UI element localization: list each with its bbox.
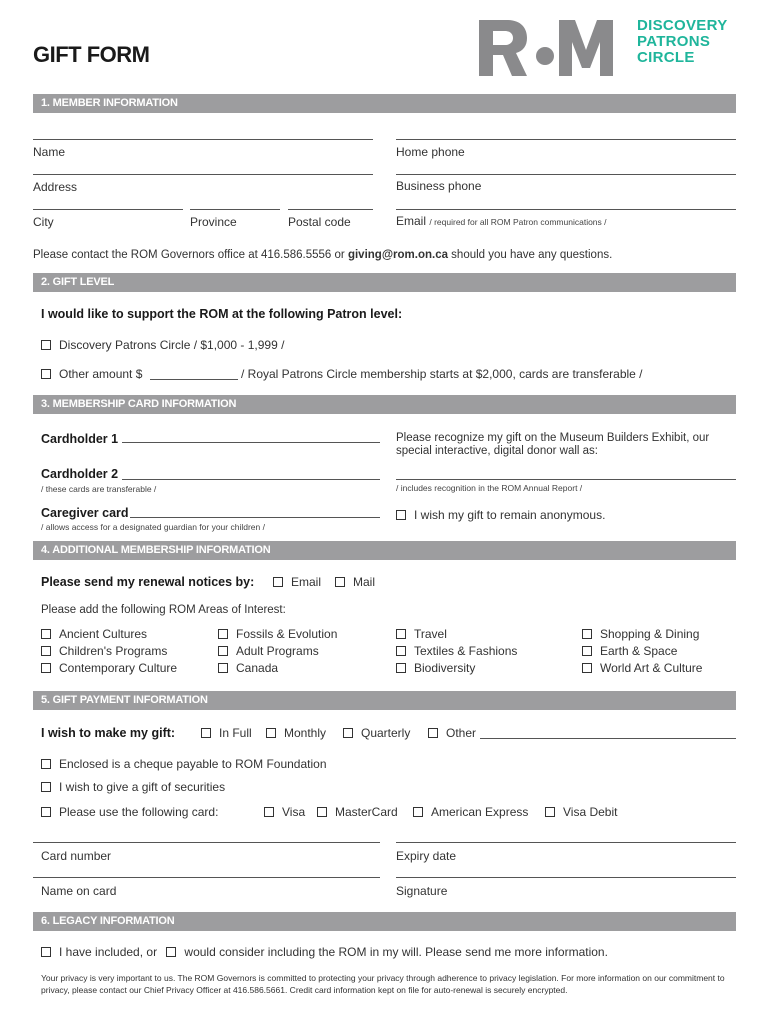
interest-item [218, 627, 337, 641]
interest-checkbox[interactable] [582, 629, 592, 639]
card-number-label: Card number [41, 849, 112, 863]
cardholder2-input-line[interactable] [122, 479, 380, 480]
business-phone-label: Business phone [396, 179, 482, 193]
postal-code-label: Postal code [288, 215, 351, 229]
interest-checkbox[interactable] [582, 646, 592, 656]
other-frequency-option [428, 726, 476, 740]
caregiver-label: Caregiver card [41, 506, 129, 520]
other-frequency-checkbox[interactable] [428, 728, 438, 738]
gift-option-other [41, 367, 142, 381]
other-frequency-label: Other [446, 726, 477, 740]
mastercard-option [317, 805, 398, 819]
cheque-checkbox[interactable] [41, 759, 51, 769]
interest-checkbox[interactable] [41, 629, 51, 639]
cardholder1-input-line[interactable] [122, 442, 380, 443]
renewal-email-option [273, 575, 321, 589]
email-note: / required for all ROM Patron communications / [429, 217, 607, 227]
anonymous-label: I wish my gift to remain anonymous. [414, 508, 606, 522]
email-label: Email [396, 214, 427, 228]
recognize-text: Please recognize my gift on the Museum Builders Exhibit, our special interactive, digital donor wall as: [396, 432, 710, 457]
cardholder2-label: Cardholder 2 [41, 467, 119, 481]
email-label-group [396, 214, 607, 228]
rom-logo-graphic [477, 18, 627, 78]
monthly-checkbox[interactable] [266, 728, 276, 738]
use-card-label: Please use the following card: [59, 805, 219, 819]
interest-item [41, 644, 167, 658]
in-full-label: In Full [219, 726, 252, 740]
interest-label: Earth & Space [600, 644, 678, 658]
home-phone-label: Home phone [396, 145, 465, 159]
monthly-option [266, 726, 326, 740]
interest-label: Children's Programs [59, 644, 168, 658]
legacy-options [41, 945, 608, 959]
section-bar-legacy: 6. LEGACY INFORMATION [33, 912, 736, 931]
make-gift-label: I wish to make my gift: [41, 726, 176, 740]
interest-label: Fossils & Evolution [236, 627, 338, 641]
address-input-line[interactable] [33, 174, 373, 175]
interest-item [582, 644, 677, 658]
interest-label: Contemporary Culture [59, 661, 178, 675]
business-phone-input-line[interactable] [396, 174, 736, 175]
other-amount-checkbox[interactable] [41, 369, 51, 379]
interest-checkbox[interactable] [218, 629, 228, 639]
interest-checkbox[interactable] [396, 646, 406, 656]
other-amount-label: Other amount $ [59, 367, 143, 381]
interest-label: Shopping & Dining [600, 627, 700, 641]
renewal-mail-label: Mail [353, 575, 376, 589]
mastercard-checkbox[interactable] [317, 807, 327, 817]
interest-item [218, 644, 319, 658]
securities-label: I wish to give a gift of securities [59, 780, 226, 794]
renewal-email-checkbox[interactable] [273, 577, 283, 587]
contact-note [33, 249, 612, 261]
page-title: GIFT FORM [33, 42, 150, 67]
privacy-footer: Your privacy is very important to us. The ROM Governors is committed to protecting your privacy through adherence to privacy legislation. For more information on our commitment to privacy, please contact our Chief Privacy Officer at 416.586.5661. Credit card information kept on file for auto-renewal is securely encrypted. [41, 973, 725, 995]
mastercard-label: MasterCard [335, 805, 398, 819]
address-label: Address [33, 180, 78, 194]
interest-checkbox[interactable] [582, 663, 592, 673]
postal-code-input-line[interactable] [288, 209, 373, 210]
expiry-label: Expiry date [396, 849, 457, 863]
renewal-label: Please send my renewal notices by: [41, 575, 255, 589]
interest-item [396, 661, 475, 675]
visa-debit-option [545, 805, 617, 819]
anonymous-option [396, 508, 605, 522]
discovery-checkbox[interactable] [41, 340, 51, 350]
card-number-input-line[interactable] [33, 842, 380, 843]
amex-label: American Express [431, 805, 529, 819]
visa-debit-label: Visa Debit [563, 805, 618, 819]
interest-item [41, 661, 177, 675]
section-bar-gift-level: 2. GIFT LEVEL [33, 273, 736, 292]
visa-checkbox[interactable] [264, 807, 274, 817]
legacy-included-checkbox[interactable] [41, 947, 51, 957]
interest-label: Travel [414, 627, 447, 641]
legacy-consider-label: would consider including the ROM in my will. Please send me more information. [184, 945, 608, 959]
section-bar-membership-card: 3. MEMBERSHIP CARD INFORMATION [33, 395, 736, 414]
amex-option [413, 805, 528, 819]
interest-label: Ancient Cultures [59, 627, 148, 641]
interest-label: Textiles & Fashions [414, 644, 518, 658]
interest-item [41, 627, 147, 641]
cardholder2-note: / these cards are transferable / [41, 484, 157, 494]
interest-checkbox[interactable] [396, 663, 406, 673]
anonymous-checkbox[interactable] [396, 510, 406, 520]
caregiver-note: / allows access for a designated guardian for your children / [41, 522, 265, 532]
contact-email-link[interactable]: giving@rom.on.ca [347, 249, 448, 261]
province-label: Province [190, 215, 237, 229]
quarterly-checkbox[interactable] [343, 728, 353, 738]
interest-item [396, 627, 447, 641]
recognize-note: / includes recognition in the ROM Annual Report / [396, 483, 583, 493]
interest-item [396, 644, 517, 658]
email-input-line[interactable] [396, 209, 736, 210]
name-label: Name [33, 145, 66, 159]
gift-level-intro: I would like to support the ROM at the following Patron level: [41, 307, 403, 321]
name-input-line[interactable] [33, 139, 373, 140]
name-on-card-label: Name on card [41, 884, 117, 898]
interest-checkbox[interactable] [218, 646, 228, 656]
use-card-checkbox[interactable] [41, 807, 51, 817]
logo-line-2: PATRONS [637, 33, 711, 50]
renewal-mail-checkbox[interactable] [335, 577, 345, 587]
recognize-input-line[interactable] [396, 479, 736, 480]
section-bar-gift-payment: 5. GIFT PAYMENT INFORMATION [33, 691, 736, 710]
use-card-option [41, 805, 218, 819]
home-phone-input-line[interactable] [396, 139, 736, 140]
other-frequency-input-line[interactable] [480, 738, 736, 739]
interest-label: Adult Programs [236, 644, 319, 658]
interest-label: Canada [236, 661, 279, 675]
interest-checkbox[interactable] [41, 663, 51, 673]
amex-checkbox[interactable] [413, 807, 423, 817]
visa-label: Visa [282, 805, 306, 819]
interest-label: Biodiversity [414, 661, 476, 675]
quarterly-label: Quarterly [361, 726, 411, 740]
renewal-email-label: Email [291, 575, 322, 589]
quarterly-option [343, 726, 410, 740]
visa-option [264, 805, 305, 819]
province-input-line[interactable] [190, 209, 280, 210]
other-amount-input-line[interactable] [150, 379, 238, 380]
royal-patrons-note: / Royal Patrons Circle membership starts at $2,000, cards are transferable / [241, 367, 643, 381]
expiry-input-line[interactable] [396, 842, 736, 843]
interests-intro: Please add the following ROM Areas of Interest: [41, 604, 286, 616]
signature-input-line[interactable] [396, 877, 736, 878]
signature-label: Signature [396, 884, 448, 898]
legacy-included-label: I have included, or [59, 945, 158, 959]
name-on-card-input-line[interactable] [33, 877, 380, 878]
visa-debit-checkbox[interactable] [545, 807, 555, 817]
city-label: City [33, 215, 54, 229]
cheque-label: Enclosed is a cheque payable to ROM Foundation [59, 757, 327, 771]
interest-item [582, 661, 702, 675]
interest-item [218, 661, 278, 675]
logo-wordmark [637, 18, 728, 66]
securities-checkbox[interactable] [41, 782, 51, 792]
interest-checkbox[interactable] [41, 646, 51, 656]
interest-item [582, 627, 699, 641]
rom-logo [477, 18, 627, 83]
interest-checkbox[interactable] [218, 663, 228, 673]
section-bar-member-information: 1. MEMBER INFORMATION [33, 94, 736, 113]
monthly-label: Monthly [284, 726, 327, 740]
renewal-mail-option [335, 575, 375, 589]
discovery-label: Discovery Patrons Circle / $1,000 - 1,999 / [59, 338, 285, 352]
interest-checkbox[interactable] [396, 629, 406, 639]
legacy-consider-checkbox[interactable] [166, 947, 176, 957]
caregiver-input-line[interactable] [130, 517, 380, 518]
cardholder1-label: Cardholder 1 [41, 432, 119, 446]
section-bar-additional-membership: 4. ADDITIONAL MEMBERSHIP INFORMATION [33, 541, 736, 560]
gift-option-discovery [41, 338, 284, 352]
logo-line-3: CIRCLE [637, 49, 695, 66]
contact-text-post: should you have any questions. [447, 249, 613, 261]
in-full-checkbox[interactable] [201, 728, 211, 738]
securities-option [41, 780, 225, 794]
city-input-line[interactable] [33, 209, 183, 210]
cheque-option [41, 757, 327, 771]
logo-line-1: DISCOVERY [637, 17, 728, 34]
in-full-option [201, 726, 252, 740]
contact-text-pre: Please contact the ROM Governors office at 416.586.5556 or [33, 249, 348, 261]
interest-label: World Art & Culture [600, 661, 703, 675]
